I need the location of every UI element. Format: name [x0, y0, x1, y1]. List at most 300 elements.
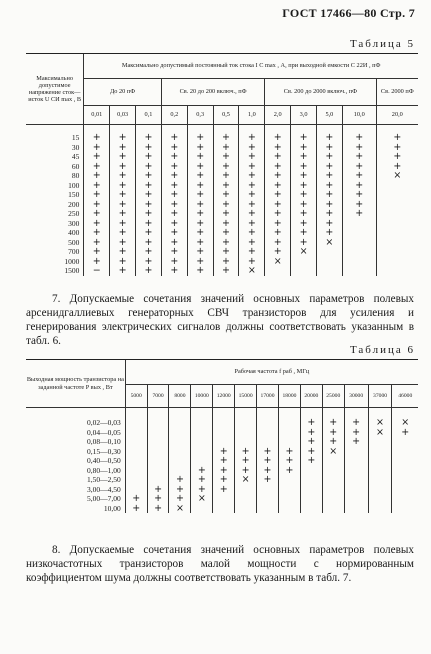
table6-cell: +: [278, 447, 300, 457]
table5-cell: +: [187, 200, 213, 210]
table5-row-label: 1500: [64, 266, 80, 275]
table5-cell: +: [161, 162, 187, 172]
table6-cell: [278, 485, 300, 495]
table5-cell: +: [213, 200, 239, 210]
table5-cell: +: [84, 162, 110, 172]
table5-cell: +: [187, 181, 213, 191]
table5-cell: +: [84, 247, 110, 257]
table5-cell: +: [161, 152, 187, 162]
table5-cell: +: [342, 162, 376, 172]
table5-col-header: 2,0: [265, 106, 291, 125]
table6-cell: ×: [169, 504, 191, 514]
table6-cell: +: [213, 466, 235, 476]
table6-cell: +: [344, 408, 368, 428]
table5-cell: [342, 219, 376, 229]
table5-row-label: 200: [68, 199, 80, 209]
table6-cell: [147, 466, 169, 476]
table5-col-header: 5,0: [316, 106, 342, 125]
table6-cell: [278, 408, 300, 428]
table5-cell: +: [239, 190, 265, 200]
table5-cell: +: [239, 228, 265, 238]
table6-cell: [392, 466, 418, 476]
table5-cell: +: [110, 228, 136, 238]
table5-cell: +: [342, 209, 376, 219]
table5-cell: +: [136, 228, 162, 238]
table5-top-header: Максимально допустимый постоянный ток стока I C max , А, при выходной емкости C 22И , пФ: [84, 54, 418, 79]
table5-cell: +: [342, 190, 376, 200]
table5-cell: +: [84, 257, 110, 267]
table5-cell: [376, 219, 418, 229]
table6-col-header: 12000: [213, 385, 235, 408]
table5-cell: +: [187, 266, 213, 276]
table5-cell: +: [110, 238, 136, 248]
table6-caption: Таблица 6: [349, 344, 415, 356]
table6-cell: [322, 485, 344, 495]
table5-cell: +: [187, 209, 213, 219]
table5-cell: +: [291, 190, 317, 200]
table6-cell: +: [235, 447, 257, 457]
table5-cell: +: [136, 171, 162, 181]
table5-cell: +: [110, 171, 136, 181]
table5-cell: +: [342, 143, 376, 153]
table6-cell: [368, 485, 392, 495]
table6-cell: [344, 475, 368, 485]
table5-cell: +: [161, 228, 187, 238]
table6-cell: +: [169, 485, 191, 495]
table6-cell: +: [125, 494, 147, 504]
table6-row: [26, 408, 418, 428]
table5-row-label: 400: [68, 228, 80, 237]
table6-cell: [191, 504, 213, 514]
table6-cell: [300, 466, 322, 476]
table5-cell: +: [110, 125, 136, 143]
table6-cell: +: [300, 408, 322, 428]
table6-cell: [344, 504, 368, 514]
table5-cell: +: [239, 171, 265, 181]
table5-caption: Таблица 5: [349, 38, 415, 50]
table6-col-header: 20000: [300, 385, 322, 408]
table5-cell: +: [265, 238, 291, 248]
table6-cell: [278, 475, 300, 485]
table5-cell: +: [342, 171, 376, 181]
table5-cell: +: [136, 257, 162, 267]
table6-col-header: 46000: [392, 385, 418, 408]
table5-cell: +: [342, 200, 376, 210]
table5-cell: [376, 247, 418, 257]
table5-cell: [376, 238, 418, 248]
table5-group-header: До 20 пФ: [84, 79, 162, 106]
table5-cell: +: [84, 200, 110, 210]
table5-cell: +: [110, 257, 136, 267]
table5-row-label: 30: [71, 142, 80, 152]
table5-cell: +: [316, 171, 342, 181]
table6-cell: [300, 475, 322, 485]
table6-row: [26, 504, 418, 514]
table5-cell: +: [316, 209, 342, 219]
table5-group-header: Св. 2000 пФ: [376, 79, 418, 106]
table5-cell: +: [342, 125, 376, 143]
table6-cell: [278, 504, 300, 514]
table5-cell: +: [316, 143, 342, 153]
table5-cell: +: [291, 152, 317, 162]
table5-cell: +: [316, 125, 342, 143]
table6-cell: [344, 447, 368, 457]
table6-cell: [213, 408, 235, 428]
table5-stub-header: Максимально допустимое напряжение сток—исток U СИ max , В: [26, 54, 84, 125]
table6-row-label: 0,15—0,30: [86, 446, 121, 456]
table5-row-label: 300: [68, 218, 80, 228]
table5-cell: +: [84, 171, 110, 181]
table6-cell: +: [257, 447, 279, 457]
table5-row-label: 60: [71, 161, 80, 171]
table5-cell: +: [136, 266, 162, 276]
table5-cell: +: [84, 219, 110, 229]
table5-cell: [342, 228, 376, 238]
table5-cell: +: [265, 200, 291, 210]
table6-row: [26, 485, 418, 495]
table6-cell: [125, 408, 147, 428]
table6-cell: [147, 428, 169, 438]
table5-cell: +: [239, 238, 265, 248]
table5-cell: +: [316, 219, 342, 229]
table6-cell: [191, 447, 213, 457]
table6-cell: [125, 428, 147, 438]
table5-row: [26, 266, 418, 276]
table6-cell: [191, 428, 213, 438]
table6-col-header: 25000: [322, 385, 344, 408]
table5-cell: +: [110, 162, 136, 172]
table5-cell: +: [291, 219, 317, 229]
table6-cell: +: [147, 504, 169, 514]
table6-cell: [368, 494, 392, 504]
table6-cell: [235, 428, 257, 438]
table5-cell: +: [136, 152, 162, 162]
table5-cell: +: [187, 143, 213, 153]
table6-cell: [368, 504, 392, 514]
table5-cell: +: [213, 125, 239, 143]
table5-cell: +: [110, 247, 136, 257]
table5-cell: +: [239, 162, 265, 172]
table5-row-label: 15: [71, 133, 80, 142]
table6-cell: +: [344, 437, 368, 447]
table5-cell: +: [187, 219, 213, 229]
table5-cell: +: [265, 181, 291, 191]
table6-col-header: 5000: [125, 385, 147, 408]
table5-cell: ×: [316, 238, 342, 248]
table6-cell: [344, 456, 368, 466]
page-header: ГОСТ 17466—80 Стр. 7: [282, 6, 415, 20]
table6-cell: +: [213, 475, 235, 485]
table5-cell: +: [136, 200, 162, 210]
table6-cell: [392, 456, 418, 466]
table5-cell: +: [187, 228, 213, 238]
table5-cell: +: [161, 200, 187, 210]
table5-cell: +: [265, 228, 291, 238]
table5-cell: +: [213, 209, 239, 219]
table5-cell: +: [84, 125, 110, 143]
table5-cell: [316, 266, 342, 276]
table5-cell: +: [213, 162, 239, 172]
table6-col-header: 8000: [169, 385, 191, 408]
table6-cell: ×: [368, 408, 392, 428]
table5-cell: +: [187, 152, 213, 162]
table5-cell: [291, 257, 317, 267]
table6-cell: [257, 504, 279, 514]
table6-col-header: 7000: [147, 385, 169, 408]
table6-cell: +: [191, 485, 213, 495]
table5-cell: +: [110, 209, 136, 219]
table6-cell: +: [235, 456, 257, 466]
table5-cell: +: [84, 152, 110, 162]
table5-cell: +: [110, 266, 136, 276]
table5-cell: +: [376, 125, 418, 143]
table5-cell: +: [161, 171, 187, 181]
table6-cell: +: [257, 456, 279, 466]
table6-cell: +: [322, 428, 344, 438]
table5-cell: +: [265, 219, 291, 229]
table5-cell: +: [136, 209, 162, 219]
table6-cell: [235, 504, 257, 514]
table6-row-label: 1,50—2,50: [86, 475, 121, 484]
table5-cell: +: [239, 181, 265, 191]
table6-cell: ×: [322, 447, 344, 457]
table6-cell: +: [191, 466, 213, 476]
table6-cell: [368, 456, 392, 466]
table5-cell: +: [213, 266, 239, 276]
table6-col-header: 17000: [257, 385, 279, 408]
table5-row-label: 700: [68, 247, 80, 256]
table6-cell: [392, 437, 418, 447]
table6-cell: [392, 485, 418, 495]
table5-cell: +: [342, 181, 376, 191]
table6-cell: [147, 447, 169, 457]
table6-cell: +: [257, 466, 279, 476]
table6-col-header: 37000: [368, 385, 392, 408]
table5-cell: [316, 247, 342, 257]
table6-cell: [368, 466, 392, 476]
table6-cell: [322, 466, 344, 476]
table6-cell: ×: [235, 475, 257, 485]
table5-cell: +: [161, 238, 187, 248]
table6-cell: ×: [392, 408, 418, 428]
table6-col-header: 15000: [235, 385, 257, 408]
table5-cell: [376, 200, 418, 210]
paragraph-7: 7. Допускаемые сочетания значений основных параметров полевых арсенидгаллиевых генераторных СВЧ транзисторов для усиления и генерирования электрических сигналов должны соответствовать указанным в табл. 6.: [26, 293, 414, 347]
table5-cell: +: [265, 162, 291, 172]
table6-cell: +: [257, 475, 279, 485]
table5-cell: +: [84, 209, 110, 219]
table-6: [26, 359, 418, 513]
table5-cell: −: [84, 266, 110, 276]
table5-cell: +: [136, 181, 162, 191]
table5-cell: +: [136, 247, 162, 257]
table5-cell: +: [316, 228, 342, 238]
table5-cell: +: [239, 125, 265, 143]
table5-cell: +: [187, 238, 213, 248]
table5-cell: +: [316, 152, 342, 162]
table6-cell: [278, 428, 300, 438]
table6-cell: [169, 456, 191, 466]
table5-cell: [376, 181, 418, 191]
table5-cell: +: [265, 143, 291, 153]
table5-cell: ×: [239, 266, 265, 276]
table5-cell: +: [239, 247, 265, 257]
table6-cell: [368, 475, 392, 485]
table6-cell: [344, 485, 368, 495]
table5-group-header: Св. 20 до 200 включ., пФ: [161, 79, 264, 106]
table5-col-header: 3,0: [291, 106, 317, 125]
table5-cell: ×: [291, 247, 317, 257]
table6-cell: [368, 437, 392, 447]
table5-cell: +: [316, 162, 342, 172]
table5-cell: [342, 238, 376, 248]
table5-cell: +: [265, 190, 291, 200]
table6-cell: [169, 437, 191, 447]
table6-cell: [392, 504, 418, 514]
table5-cell: +: [187, 162, 213, 172]
table6-row-label: 0,02—0,03: [86, 418, 121, 427]
table6-cell: [235, 408, 257, 428]
table6-cell: [125, 475, 147, 485]
table6-cell: ×: [368, 428, 392, 438]
table5-cell: +: [84, 190, 110, 200]
table5-cell: +: [316, 200, 342, 210]
table6-cell: [300, 485, 322, 495]
table5-cell: +: [110, 190, 136, 200]
table6-cell: [169, 447, 191, 457]
table5-cell: +: [110, 143, 136, 153]
table5-row: [26, 125, 418, 143]
table5-cell: +: [187, 171, 213, 181]
table6-cell: +: [322, 437, 344, 447]
table5-cell: +: [291, 200, 317, 210]
table5-cell: +: [110, 181, 136, 191]
table6-cell: +: [322, 408, 344, 428]
table5-cell: ×: [265, 257, 291, 267]
table5-cell: +: [110, 219, 136, 229]
table5-cell: +: [239, 257, 265, 267]
table5-row-label: 100: [68, 180, 80, 190]
table6-col-header: 30000: [344, 385, 368, 408]
table5-cell: +: [376, 143, 418, 153]
table5-col-header: 1,0: [239, 106, 265, 125]
table6-cell: [278, 494, 300, 504]
table6-row-label: 0,04—0,05: [86, 427, 121, 437]
table5-cell: +: [161, 247, 187, 257]
table6-cell: [344, 494, 368, 504]
table5-cell: [316, 257, 342, 267]
table6-cell: [257, 485, 279, 495]
table5-cell: +: [213, 257, 239, 267]
table6-cell: [392, 494, 418, 504]
table5-cell: +: [316, 190, 342, 200]
table6-cell: [147, 456, 169, 466]
table5-cell: [291, 266, 317, 276]
table5-cell: +: [161, 125, 187, 143]
table5-col-header: 0,01: [84, 106, 110, 125]
table5-cell: [342, 266, 376, 276]
table6-row-label: 0,08—0,10: [86, 437, 121, 446]
table6-cell: [125, 437, 147, 447]
table5-cell: +: [187, 125, 213, 143]
table6-cell: +: [191, 475, 213, 485]
table6-stub-header: Выходная мощность транзистора на заданной частоте P вых , Вт: [26, 360, 125, 408]
table5-cell: +: [265, 247, 291, 257]
table6-row: [26, 494, 418, 504]
table5-cell: +: [136, 162, 162, 172]
table5-cell: +: [213, 190, 239, 200]
table5-cell: +: [265, 152, 291, 162]
table5-cell: +: [84, 143, 110, 153]
table5-cell: +: [84, 238, 110, 248]
table6-cell: +: [278, 456, 300, 466]
table6-cell: +: [213, 456, 235, 466]
table5-cell: +: [136, 190, 162, 200]
table5-cell: +: [239, 209, 265, 219]
table5-cell: +: [291, 143, 317, 153]
table5-cell: +: [213, 171, 239, 181]
table5-cell: +: [316, 181, 342, 191]
table5-cell: +: [213, 238, 239, 248]
table5-col-header: 0,03: [110, 106, 136, 125]
table5-cell: +: [239, 152, 265, 162]
table6-cell: [300, 504, 322, 514]
table5-cell: [376, 190, 418, 200]
table6-cell: [125, 447, 147, 457]
table5-cell: +: [291, 209, 317, 219]
table6-cell: [322, 456, 344, 466]
table5-cell: +: [187, 247, 213, 257]
table5-cell: +: [161, 181, 187, 191]
table5-cell: +: [265, 171, 291, 181]
table5-cell: +: [84, 228, 110, 238]
table5-cell: +: [136, 143, 162, 153]
table6-cell: [213, 494, 235, 504]
table6-cell: +: [147, 494, 169, 504]
table6-cell: +: [300, 456, 322, 466]
table6-cell: [392, 475, 418, 485]
table6-cell: +: [147, 485, 169, 495]
table6-cell: ×: [191, 494, 213, 504]
table5-group-header: Св. 200 до 2000 включ., пФ: [265, 79, 376, 106]
table6-cell: +: [213, 447, 235, 457]
table5-cell: +: [213, 181, 239, 191]
table5-col-header: 0,3: [187, 106, 213, 125]
table6-cell: +: [169, 494, 191, 504]
table5-cell: +: [239, 219, 265, 229]
table5-cell: [265, 266, 291, 276]
paragraph-8: 8. Допускаемые сочетания значений основных параметров полевых низкочастотных транзисторов малой мощности с нормированным коэффициентом шума должны соответствовать указанным в табл. 7.: [26, 544, 414, 584]
table5-cell: +: [265, 209, 291, 219]
table5-cell: [342, 247, 376, 257]
table5-cell: +: [161, 143, 187, 153]
table6-cell: [213, 504, 235, 514]
table6-cell: +: [169, 475, 191, 485]
table6-cell: +: [300, 447, 322, 457]
table5-cell: [376, 228, 418, 238]
table6-cell: [257, 428, 279, 438]
table6-cell: [191, 408, 213, 428]
table5-cell: +: [110, 200, 136, 210]
table5-row-label: 150: [68, 190, 80, 199]
table5-cell: +: [213, 247, 239, 257]
table6-cell: [125, 456, 147, 466]
table6-cell: +: [300, 437, 322, 447]
table5-cell: +: [84, 181, 110, 191]
table5-cell: +: [291, 162, 317, 172]
table5-cell: +: [291, 125, 317, 143]
table5-cell: +: [213, 228, 239, 238]
